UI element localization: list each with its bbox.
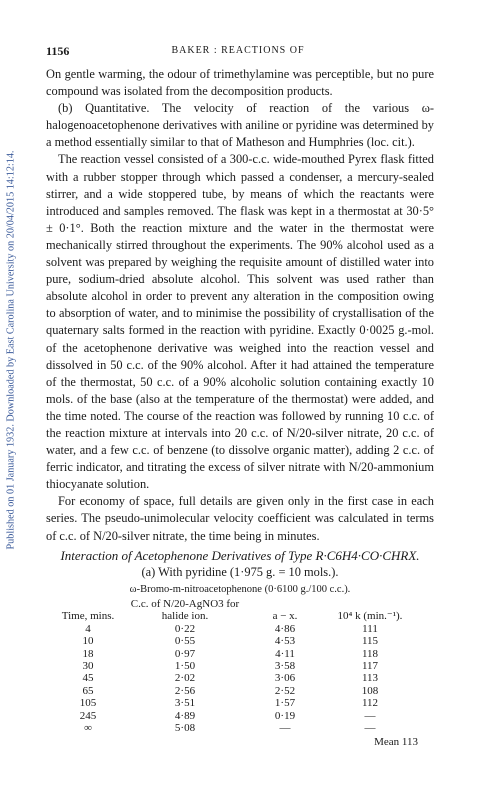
cell-a-minus-x: 0·19 — [274, 709, 296, 722]
download-watermark — [4, 70, 18, 630]
cell-time: 4 — [85, 622, 91, 635]
cell-halide: 2·02 — [174, 672, 196, 685]
cell-k: 111 — [362, 622, 378, 635]
kinetics-table — [52, 598, 416, 734]
cell-halide: 3·51 — [174, 697, 196, 710]
cell-k: 113 — [361, 672, 379, 685]
cell-a-minus-x: 3·06 — [274, 672, 296, 685]
running-head: BAKER : REACTIONS OF — [171, 45, 305, 56]
cell-k: 112 — [361, 697, 379, 710]
cell-halide: 5·08 — [174, 721, 196, 734]
cell-a-minus-x: 4·86 — [274, 622, 296, 635]
cell-a-minus-x: 2·52 — [274, 684, 296, 697]
cell-a-minus-x: 4·11 — [275, 647, 295, 660]
cell-halide: 0·22 — [174, 622, 196, 635]
cell-time: 10 — [82, 635, 94, 648]
cell-time: 65 — [82, 684, 94, 697]
column-header-k: 10⁴ k (min.⁻¹). — [337, 610, 403, 623]
cell-k: 115 — [361, 635, 379, 648]
cell-a-minus-x: 4·53 — [274, 635, 296, 648]
paragraph: For economy of space, full details are given only in the first case in each series. The pseudo-unimolecular velocity coefficient was calculated in terms of c.c. of N/20-silver nitrate, the time being in minutes. — [46, 494, 434, 543]
cell-time: 245 — [79, 709, 97, 722]
cell-time: 45 — [82, 672, 94, 685]
column-header-a-minus-x: a − x. — [272, 610, 298, 623]
cell-a-minus-x: 3·58 — [274, 659, 296, 672]
table-row — [52, 685, 416, 697]
article-body — [46, 66, 434, 751]
cell-k: — — [364, 721, 376, 734]
cell-halide: 0·97 — [174, 647, 196, 660]
section-subtitle: (a) With pyridine (1·975 g. = 10 mols.). — [141, 564, 339, 579]
cell-a-minus-x: 1·57 — [274, 697, 296, 710]
cell-halide: 0·55 — [174, 635, 196, 648]
table-row — [52, 660, 416, 672]
table-row — [52, 697, 416, 709]
cell-time: 18 — [82, 647, 94, 660]
table-header-row — [52, 598, 416, 623]
section-title: Interaction of Acetophenone Derivatives of Type R·C6H4·CO·CHRX. — [60, 547, 420, 563]
cell-a-minus-x: — — [279, 721, 291, 734]
download-watermark-text: Published on 01 January 1932. Downloaded by East Carolina University on 20/04/2015 14:12:14. — [5, 150, 17, 550]
cell-k: 108 — [361, 684, 379, 697]
column-header-time: Time, mins. — [61, 610, 115, 623]
mean-value: Mean 113 — [374, 736, 418, 749]
cell-time: 30 — [82, 659, 94, 672]
table-row — [52, 672, 416, 684]
cell-halide: 2·56 — [174, 684, 196, 697]
cell-halide: 4·89 — [174, 709, 196, 722]
cell-k: — — [364, 709, 376, 722]
table-row — [52, 710, 416, 722]
paragraph: The reaction vessel consisted of a 300-c.c. wide-mouthed Pyrex flask fitted with a rubber stopper through which passed a condenser, a mercury-sealed stirrer, and a wide stoppered tube, by means of which the reactants were introduced and samples removed. The flask was kept in a thermostat at 30·5° ± 0·1°. Both the reaction mixture and the water in the thermostat were mechanically stirred throughout the experiments. The 90% alcohol used as a solvent was prepared by weighing the requisite amount of distilled water into pure, sodium-dried absolute alcohol. This solvent was used rather than absolute alcohol in order to prevent any alteration in the composition owing to absorption of water, and to minimise the possibility of crystallisation of the quaternary salts formed in the reaction with pyridine. Exactly 0·0025 g.-mol. of the acetophenone derivative was weighed into the reaction vessel and dissolved in 50 c.c. of the 90% alcohol. After it had attained the temperature of the thermostat, 50 c.c. of a 90% alcoholic solution containing exactly 10 mols. of the base (also at the temperature of the thermostat) were added, and the time noted. The course of the reaction was followed by running 10 c.c. of the reaction mixture at intervals into 20 c.c. of N/20-silver nitrate, 20 c.c. of water, and a few c.c. of benzene (to dissolve organic matter), adding 2 c.c. of ferric indicator, and titrating the excess of silver nitrate with N/20-ammonium thiocyanate solution. — [46, 152, 434, 492]
cell-k: 118 — [361, 647, 379, 660]
table-row — [52, 648, 416, 660]
compound-caption: ω-Bromo-m-nitroacetophenone (0·6100 g./100 c.c.). — [129, 583, 351, 595]
cell-time: ∞ — [84, 721, 92, 734]
column-header-halide: C.c. of N/20-AgNO3 for halide ion. — [130, 597, 240, 623]
table-row — [52, 623, 416, 635]
page-number: 1156 — [46, 44, 70, 58]
table-row — [52, 635, 416, 647]
paragraph: (b) Quantitative. The velocity of reaction of the various ω-halogenoacetophenone derivatives with aniline or pyridine was determined by a method essentially similar to that of Matheson and Humphries (loc. cit.). — [46, 101, 434, 150]
cell-time: 105 — [79, 697, 97, 710]
page-header — [46, 44, 430, 60]
cell-k: 117 — [361, 659, 379, 672]
table-row — [52, 722, 416, 734]
cell-halide: 1·50 — [174, 659, 196, 672]
paragraph: On gentle warming, the odour of trimethylamine was perceptible, but no pure compound was isolated from the decomposition products. — [46, 67, 434, 99]
